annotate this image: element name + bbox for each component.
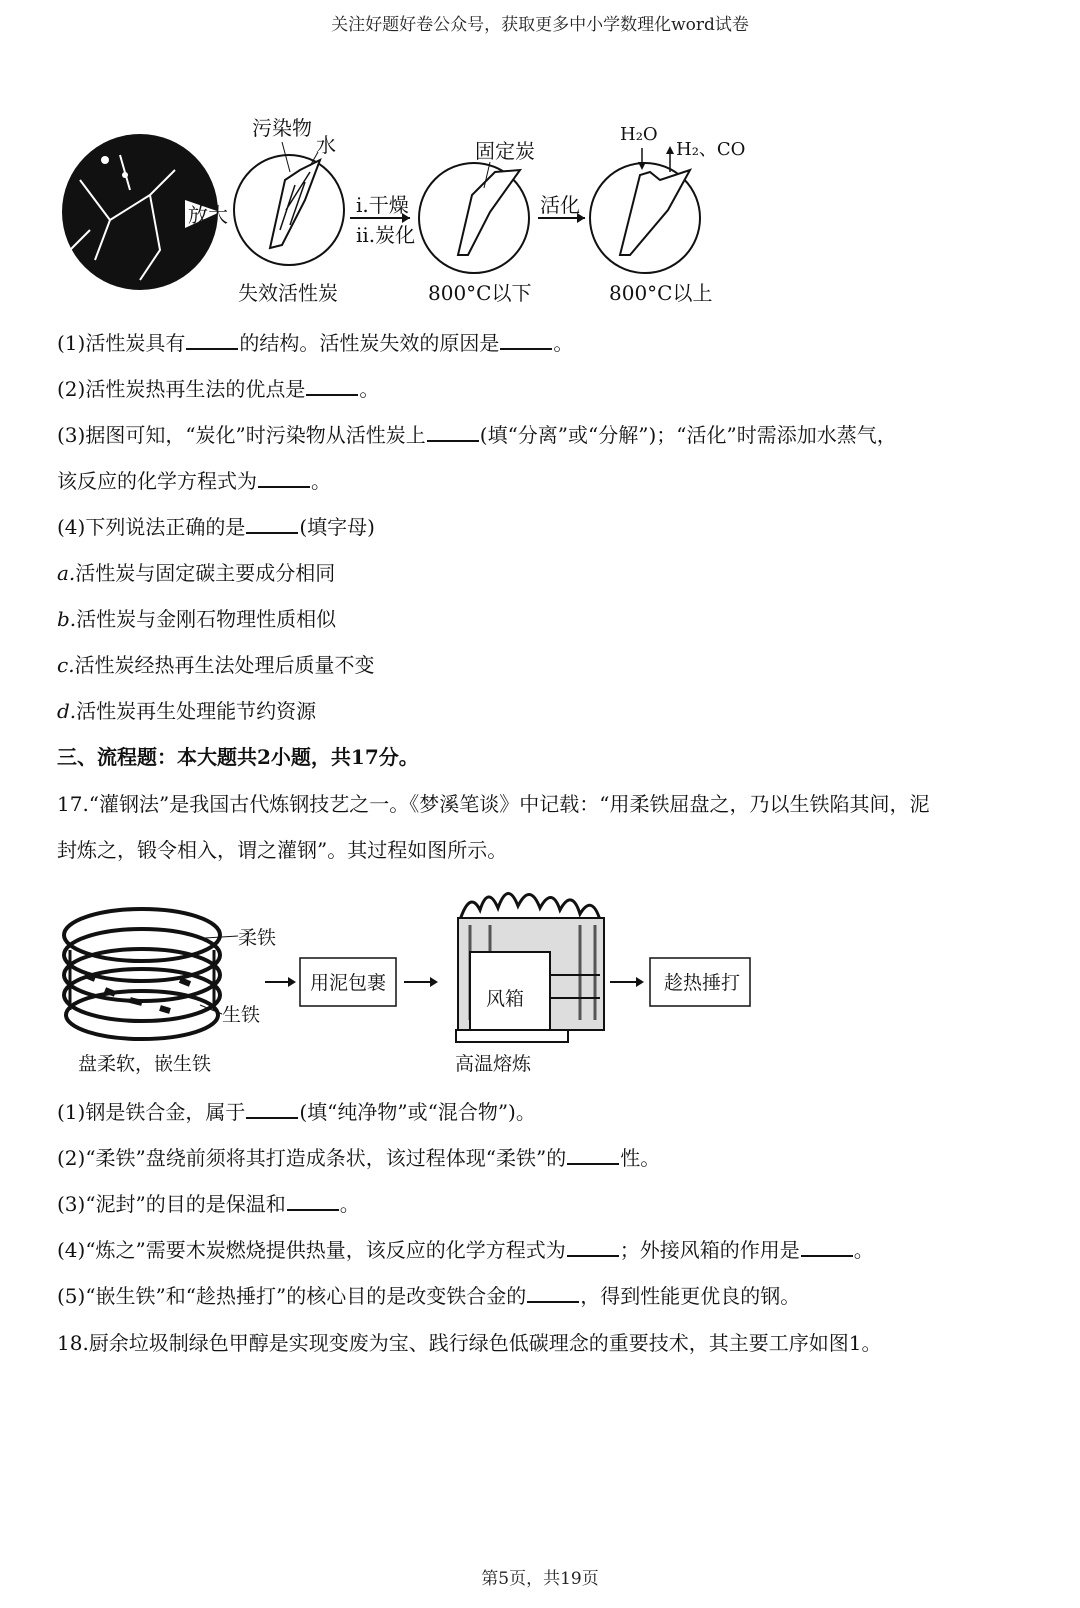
answer-blank[interactable] bbox=[287, 1191, 339, 1211]
furnace-drawing bbox=[456, 893, 604, 1042]
h2o-label: H₂O bbox=[620, 124, 658, 145]
option-b[interactable]: b.活性炭与金刚石物理性质相似 bbox=[57, 607, 337, 631]
answer-blank[interactable] bbox=[246, 514, 298, 534]
pore-with-pollutant bbox=[270, 160, 320, 248]
coil-caption: 盘柔软，嵌生铁 bbox=[78, 1053, 212, 1075]
answer-blank[interactable] bbox=[527, 1283, 579, 1303]
answer-blank[interactable] bbox=[258, 468, 310, 488]
q17-part1: (1)钢是铁合金，属于 (填“纯净物”或“混合物”)。 bbox=[57, 1100, 536, 1124]
q16-part4: (4)下列说法正确的是 (填字母) bbox=[57, 515, 375, 539]
page-header: 关注好题好卷公众号，获取更多中小学数理化word试卷 bbox=[331, 15, 749, 35]
q16-part3-cont: 该反应的化学方程式为 。 bbox=[57, 469, 331, 493]
q18-intro: 18.厨余垃圾制绿色甲醇是实现变废为宝、践行绿色低碳理念的重要技术，其主要工序如图1。 bbox=[57, 1331, 882, 1355]
h2-co-label: H₂、CO bbox=[676, 139, 746, 160]
option-c[interactable]: c.活性炭经热再生法处理后质量不变 bbox=[57, 653, 375, 677]
activated-pore bbox=[620, 170, 690, 255]
answer-blank[interactable] bbox=[246, 1099, 298, 1119]
mud-wrap-label: 用泥包裹 bbox=[310, 972, 387, 994]
above-800-caption: 800°C以上 bbox=[609, 281, 713, 305]
section-heading: 三、流程题：本大题共2小题，共17分。 bbox=[57, 745, 419, 769]
q17-part2: (2)“柔铁”盘绕前须将其打造成条状，该过程体现“柔铁”的 性。 bbox=[57, 1146, 661, 1170]
answer-blank[interactable] bbox=[567, 1237, 619, 1257]
answer-blank[interactable] bbox=[306, 376, 358, 396]
pollutant-label: 污染物 bbox=[252, 116, 312, 140]
answer-blank[interactable] bbox=[801, 1237, 853, 1257]
q16-part3: (3)据图可知，“炭化”时污染物从活性炭上 (填“分离”或“分解”)；“活化”时需添加水蒸气， bbox=[57, 423, 897, 447]
q17-part3: (3)“泥封”的目的是保温和 。 bbox=[57, 1192, 360, 1216]
option-a[interactable]: a.活性炭与固定碳主要成分相同 bbox=[57, 561, 336, 585]
answer-blank[interactable] bbox=[567, 1145, 619, 1165]
water-label: 水 bbox=[316, 133, 336, 157]
magnify-label: 放大 bbox=[188, 203, 228, 227]
hot-forging-label: 趁热捶打 bbox=[664, 972, 741, 994]
soft-iron-label: 柔铁 bbox=[238, 927, 277, 949]
empty-pore bbox=[458, 170, 520, 255]
smelting-caption: 高温熔炼 bbox=[455, 1053, 532, 1075]
step-carbonization-label: ii.炭化 bbox=[356, 223, 416, 247]
answer-blank[interactable] bbox=[186, 330, 238, 350]
q17-intro-line2: 封炼之，锻令相入，谓之灌钢”。其过程如图所示。 bbox=[57, 838, 508, 862]
step-drying-label: i.干燥 bbox=[356, 193, 409, 217]
bellows-label: 风箱 bbox=[486, 988, 525, 1010]
coiled-iron-drawing bbox=[64, 909, 220, 1039]
option-d[interactable]: d.活性炭再生处理能节约资源 bbox=[57, 699, 317, 723]
answer-blank[interactable] bbox=[427, 422, 479, 442]
carbon-regeneration-figure bbox=[0, 100, 1080, 315]
q16-part2: (2)活性炭热再生法的优点是 。 bbox=[57, 377, 380, 401]
activation-label: 活化 bbox=[540, 193, 580, 217]
failed-carbon-caption: 失效活性炭 bbox=[238, 281, 338, 305]
pig-iron-label: 生铁 bbox=[222, 1004, 261, 1026]
fixed-carbon-label: 固定炭 bbox=[475, 139, 535, 163]
q16-part1: (1)活性炭具有 的结构。活性炭失效的原因是 。 bbox=[57, 331, 574, 355]
answer-blank[interactable] bbox=[500, 330, 552, 350]
page-footer: 第5页，共19页 bbox=[481, 1569, 599, 1589]
q17-part5: (5)“嵌生铁”和“趁热捶打”的核心目的是改变铁合金的 ，得到性能更优良的钢。 bbox=[57, 1284, 801, 1308]
q17-intro-line1: 17.“灌钢法”是我国古代炼钢技艺之一。《梦溪笔谈》中记载：“用柔铁屈盘之，乃以生铁陷其间，泥 bbox=[57, 792, 930, 816]
below-800-caption: 800°C以下 bbox=[428, 281, 532, 305]
q17-part4: (4)“炼之”需要木炭燃烧提供热量，该反应的化学方程式为 ；外接风箱的作用是 。 bbox=[57, 1238, 874, 1262]
guan-steel-process-figure bbox=[0, 880, 1080, 1085]
